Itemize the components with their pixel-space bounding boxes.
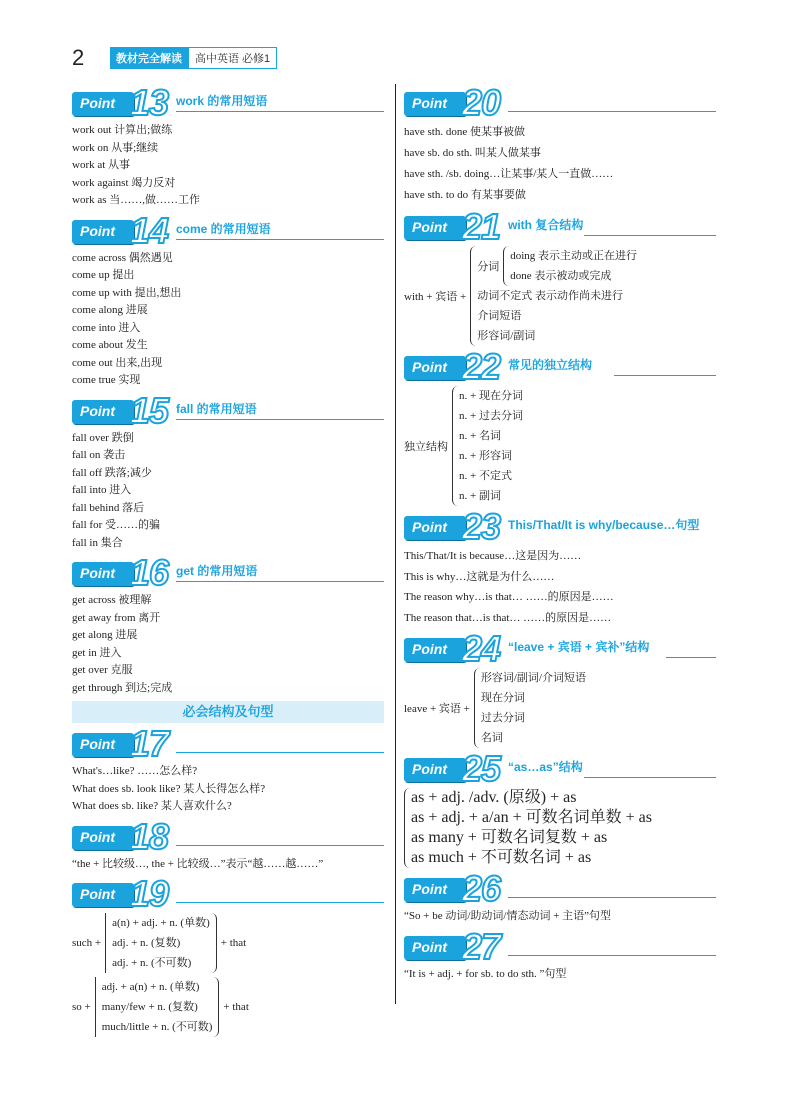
point-badge: Point bbox=[404, 516, 466, 540]
point-number: 26 bbox=[462, 868, 501, 909]
list-item: adj. + n. (复数) bbox=[112, 937, 181, 949]
point-badge: Point bbox=[72, 883, 134, 907]
so-prefix: so + bbox=[72, 1001, 91, 1013]
point-header-26 bbox=[404, 868, 716, 909]
list-item: “the + 比较级…, the + 比较级…”表示“越……越……” bbox=[72, 857, 324, 870]
list-item: This/That/It is because…这是因为…… bbox=[404, 550, 582, 562]
absolute-structure bbox=[404, 386, 716, 506]
such-structure bbox=[72, 913, 384, 973]
point-number: 27 bbox=[462, 925, 501, 967]
so-suffix: + that bbox=[223, 1001, 249, 1013]
point-number: 24 bbox=[462, 628, 501, 669]
point-badge: Point bbox=[72, 400, 134, 424]
participle-label: 分词 bbox=[477, 261, 500, 273]
point-number: 22 bbox=[462, 346, 501, 387]
right-column bbox=[404, 82, 716, 983]
list-item: fall behind 落后 bbox=[72, 501, 145, 514]
such-options bbox=[105, 913, 217, 973]
list-item: get across 被理解 bbox=[72, 594, 152, 606]
point-badge: Point bbox=[404, 936, 466, 960]
list-item: come into 进入 bbox=[72, 321, 141, 334]
point-number: 14 bbox=[130, 209, 169, 251]
point-rule bbox=[614, 375, 716, 376]
list-item: n. + 现在分词 bbox=[459, 390, 523, 402]
list-item: come about 发生 bbox=[72, 339, 148, 351]
list-item: work against 竭力反对 bbox=[72, 176, 176, 189]
point-badge: Point bbox=[404, 638, 466, 662]
point-title: “as…as”结构 bbox=[508, 760, 583, 774]
list-item: “So + be 动词/助动词/情态动词 + 主语”句型 bbox=[404, 910, 612, 922]
point-title: come 的常用短语 bbox=[176, 221, 271, 236]
point-badge: Point bbox=[404, 92, 466, 116]
list-item: This is why…这就是为什么…… bbox=[404, 570, 555, 583]
point-header-21 bbox=[404, 206, 716, 247]
point-number: 13 bbox=[130, 82, 169, 123]
list-item: have sth. to do 有某事要做 bbox=[404, 189, 526, 201]
point-header-22 bbox=[404, 346, 716, 387]
list-item: come along 进展 bbox=[72, 304, 148, 316]
point-number: 17 bbox=[130, 723, 169, 764]
point-rule bbox=[508, 897, 716, 898]
participle-options bbox=[503, 246, 637, 286]
list-item: get in 进入 bbox=[72, 646, 122, 659]
list-item: 介词短语 bbox=[477, 310, 522, 322]
leave-options bbox=[474, 668, 586, 748]
list-item: The reason why…is that… ……的原因是…… bbox=[404, 591, 614, 603]
list-item: n. + 名词 bbox=[459, 430, 501, 442]
point-title: work 的常用短语 bbox=[176, 94, 268, 108]
point-header-13 bbox=[72, 82, 384, 123]
point-badge: Point bbox=[404, 216, 466, 240]
point-rule bbox=[176, 902, 384, 903]
so-structure bbox=[72, 977, 384, 1037]
point-badge: Point bbox=[72, 826, 134, 850]
list-item: come across 偶然遇见 bbox=[72, 251, 173, 264]
such-prefix: such + bbox=[72, 937, 102, 949]
point-badge: Point bbox=[72, 92, 134, 116]
point-header-16 bbox=[72, 552, 384, 593]
list-item: 形容词/副词 bbox=[477, 330, 536, 342]
participle-group bbox=[477, 246, 637, 286]
list-item: fall for 受……的骗 bbox=[72, 519, 160, 531]
point-number: 18 bbox=[130, 815, 169, 857]
list-item: n. + 副词 bbox=[459, 490, 501, 502]
point-title: fall 的常用短语 bbox=[176, 401, 257, 416]
list-item: much/little + n. (不可数) bbox=[101, 1021, 213, 1033]
section-heading: 必会结构及句型 bbox=[72, 701, 384, 723]
point-header-24 bbox=[404, 628, 716, 669]
point-rule bbox=[176, 111, 384, 112]
list-item: as + adj. /adv. (原级) + as bbox=[411, 789, 577, 806]
list-item: adj. + a(n) + n. (单数) bbox=[101, 981, 200, 993]
with-options bbox=[470, 246, 637, 346]
list-item: come true 实现 bbox=[72, 374, 141, 386]
list-item: n. + 过去分词 bbox=[459, 410, 523, 422]
point-number: 21 bbox=[462, 206, 501, 247]
list-item: “It is + adj. + for sb. to do sth. ”句型 bbox=[404, 967, 567, 980]
point-badge: Point bbox=[72, 562, 134, 586]
list-item: 形容词/副词/介词短语 bbox=[480, 672, 586, 684]
point-badge: Point bbox=[404, 878, 466, 902]
point-header-15 bbox=[72, 389, 384, 431]
list-item: doing 表示主动或正在进行 bbox=[510, 250, 638, 262]
leave-structure bbox=[404, 668, 716, 748]
absolute-options bbox=[452, 386, 523, 506]
list-item: work as 当……,做……工作 bbox=[72, 194, 201, 206]
list-item: have sth. /sb. doing…让某事/某人一直做…… bbox=[404, 168, 614, 180]
list-item: a(n) + adj. + n. (单数) bbox=[112, 917, 210, 929]
as-as-options bbox=[404, 788, 716, 868]
list-item: get over 克服 bbox=[72, 664, 133, 676]
point-title: This/That/It is why/because…句型 bbox=[508, 518, 700, 532]
point-number: 15 bbox=[130, 389, 169, 431]
list-item: work at 从事 bbox=[72, 159, 131, 171]
list-item: What does sb. like? 某人喜欢什么? bbox=[72, 800, 232, 812]
list-item: as much + 不可数名词 + as bbox=[411, 849, 592, 866]
list-item: adj. + n. (不可数) bbox=[112, 957, 192, 969]
with-prefix: with + 宾语 + bbox=[404, 291, 467, 303]
point-header-19 bbox=[72, 873, 384, 914]
list-item: as + adj. + a/an + 可数名词单数 + as bbox=[411, 809, 652, 826]
absolute-prefix: 独立结构 bbox=[404, 441, 448, 453]
point-rule bbox=[666, 657, 716, 658]
page-number: 2 bbox=[72, 45, 85, 70]
column-divider bbox=[395, 84, 396, 1004]
book-subtitle: 高中英语 必修1 bbox=[188, 47, 277, 69]
list-item: fall into 进入 bbox=[72, 484, 132, 496]
point-header-14 bbox=[72, 209, 384, 251]
list-item: 过去分词 bbox=[480, 712, 525, 724]
point-header-17 bbox=[72, 723, 384, 764]
such-suffix: + that bbox=[220, 937, 247, 949]
list-item: come up with 提出,想出 bbox=[72, 286, 182, 299]
point-header-23 bbox=[404, 506, 716, 547]
point-rule bbox=[176, 752, 384, 753]
list-item: work on 从事;继续 bbox=[72, 141, 159, 154]
list-item: have sb. do sth. 叫某人做某事 bbox=[404, 147, 541, 159]
point-header-25 bbox=[404, 748, 716, 789]
list-item: done 表示被动或完成 bbox=[510, 270, 612, 282]
list-item: work out 计算出;做练 bbox=[72, 124, 173, 136]
point-rule bbox=[176, 845, 384, 846]
list-item: get through 到达;完成 bbox=[72, 681, 173, 694]
list-item: 动词不定式 表示动作尚未进行 bbox=[477, 290, 623, 302]
point-rule bbox=[176, 419, 384, 420]
point-rule bbox=[584, 777, 716, 778]
point-number: 19 bbox=[130, 873, 169, 914]
page-header bbox=[72, 47, 277, 69]
list-item: What's…like? ……怎么样? bbox=[72, 765, 198, 777]
point-rule bbox=[508, 111, 716, 112]
book-title: 教材完全解读 bbox=[110, 47, 188, 69]
list-item: 现在分词 bbox=[480, 692, 525, 704]
point-badge: Point bbox=[404, 356, 466, 380]
list-item: 名词 bbox=[480, 732, 503, 744]
point-rule bbox=[508, 955, 716, 956]
point-header-27 bbox=[404, 925, 716, 967]
list-item: many/few + n. (复数) bbox=[101, 1001, 198, 1013]
point-header-20 bbox=[404, 82, 716, 123]
point-title: 常见的独立结构 bbox=[508, 358, 593, 372]
list-item: n. + 不定式 bbox=[459, 470, 512, 482]
point-title: “leave + 宾语 + 宾补”结构 bbox=[508, 640, 650, 654]
list-item: come out 出来,出现 bbox=[72, 356, 163, 369]
list-item: get away from 离开 bbox=[72, 611, 161, 624]
point-badge: Point bbox=[72, 733, 134, 757]
point-header-18 bbox=[72, 815, 384, 857]
list-item: n. + 形容词 bbox=[459, 450, 512, 462]
point-title: get 的常用短语 bbox=[176, 564, 258, 578]
list-item: have sth. done 使某事被做 bbox=[404, 126, 525, 138]
list-item: come up 提出 bbox=[72, 269, 135, 281]
point-title: with 复合结构 bbox=[508, 218, 584, 232]
list-item: The reason that…is that… ……的原因是…… bbox=[404, 611, 612, 624]
list-item: fall in 集合 bbox=[72, 536, 123, 549]
leave-prefix: leave + 宾语 + bbox=[404, 703, 470, 715]
point-badge: Point bbox=[404, 758, 466, 782]
list-item: fall on 袭击 bbox=[72, 449, 126, 461]
list-item: What does sb. look like? 某人长得怎么样? bbox=[72, 782, 266, 795]
point-rule bbox=[176, 239, 384, 240]
point-rule bbox=[176, 581, 384, 582]
list-item: as many + 可数名词复数 + as bbox=[411, 829, 608, 846]
point-number: 25 bbox=[462, 748, 501, 789]
point-number: 20 bbox=[462, 82, 501, 123]
point-number: 23 bbox=[462, 506, 501, 547]
list-item: fall off 跌落;减少 bbox=[72, 466, 152, 479]
with-structure bbox=[404, 246, 716, 346]
point-rule bbox=[584, 235, 716, 236]
point-number: 16 bbox=[130, 552, 169, 593]
list-item: fall over 跌倒 bbox=[72, 431, 134, 444]
left-column bbox=[72, 82, 384, 1037]
so-options bbox=[95, 977, 220, 1037]
list-item: get along 进展 bbox=[72, 629, 138, 641]
point-badge: Point bbox=[72, 220, 134, 244]
